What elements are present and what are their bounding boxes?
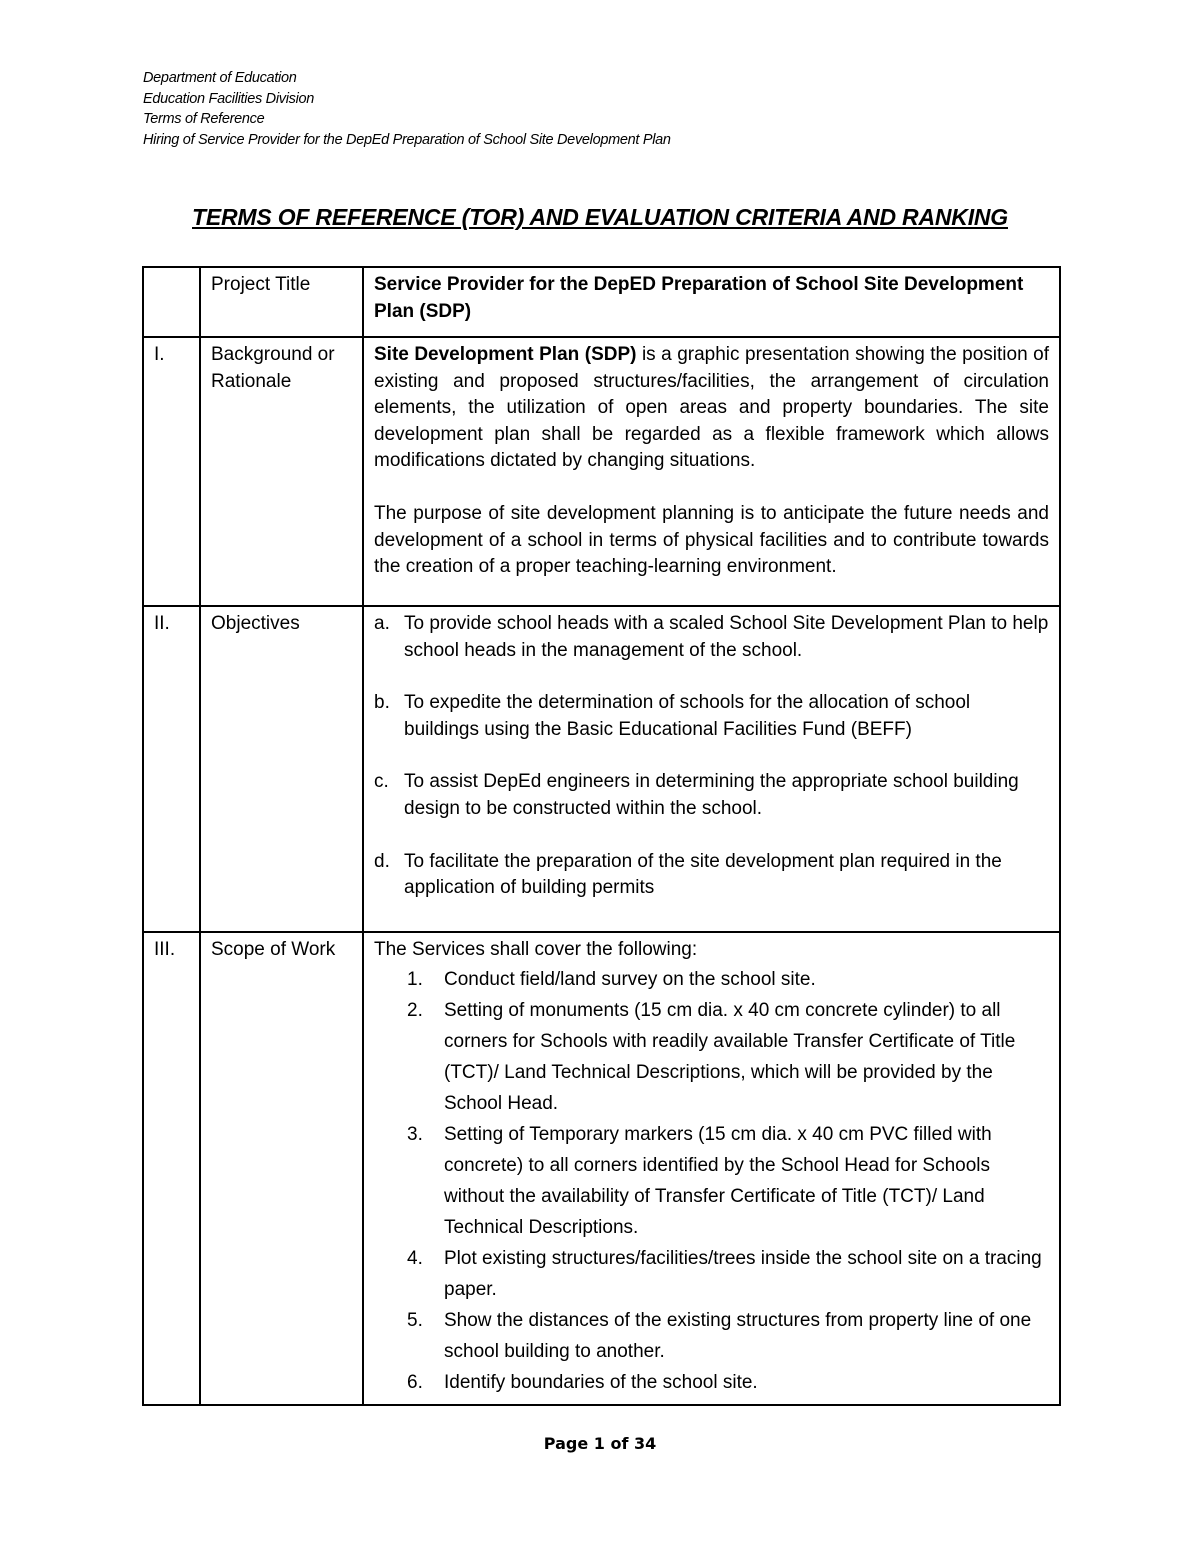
sdp-definition: is a graphic presentation showing the position of existing and proposed structures/facilities, the arrangement of circulation elements, the utilization of open areas and property boundaries. The site development plan shall be regarded as a flexible framework which allows modifications dictated by changing situations. [374, 344, 1049, 472]
page-total: 34 [633, 1434, 657, 1453]
header-doc-type: Terms of Reference [143, 111, 265, 127]
table-row-background [143, 337, 1060, 606]
row-label: Objectives [200, 606, 363, 932]
document-title: TERMS OF REFERENCE (TOR) AND EVALUATION CRITERIA AND RANKING [192, 204, 1008, 230]
list-item [374, 769, 1049, 822]
list-item-text: Show the distances of the existing structures from property line of one school building to another. [444, 1309, 1032, 1362]
list-item [374, 1119, 1049, 1243]
background-paragraph-1 [374, 342, 1049, 475]
page-number [0, 1434, 1200, 1453]
table-row-project-title [143, 267, 1060, 337]
list-marker: c. [374, 771, 389, 793]
list-item-text: Identify boundaries of the school site. [444, 1371, 758, 1393]
objectives-content [363, 606, 1060, 932]
sdp-term: Site Development Plan (SDP) [374, 344, 637, 365]
objectives-list [374, 611, 1049, 902]
scope-content [363, 932, 1060, 1405]
row-label: Background or Rationale [200, 337, 363, 606]
row-number [143, 267, 200, 337]
list-marker: 4. [407, 1247, 423, 1269]
list-marker: 2. [407, 999, 423, 1021]
page-prefix: Page [543, 1434, 594, 1453]
list-item-text: Plot existing structures/facilities/trees inside the school site on a tracing paper. [444, 1247, 1042, 1300]
list-item-text: To expedite the determination of schools for the allocation of school buildings using the Basic Educational Facilities Fund (BEFF) [404, 692, 971, 740]
list-item [374, 611, 1049, 664]
background-paragraph-2: The purpose of site development planning is to anticipate the future needs and development of a school in terms of physical facilities and to contribute towards the creation of a proper teaching-learning environment. [374, 502, 1049, 578]
list-marker: b. [374, 692, 390, 714]
list-item-text: Setting of Temporary markers (15 cm dia. x 40 cm PVC filled with concrete) to all corners identified by the School Head for Schools without the availability of Transfer Certificate of Title (TCT)/ Land Technical Descriptions. [444, 1123, 992, 1238]
list-item-text: To facilitate the preparation of the site development plan required in the application of building permits [404, 850, 1002, 899]
row-label: Scope of Work [200, 932, 363, 1405]
list-item [374, 1305, 1049, 1367]
list-item [374, 1243, 1049, 1305]
list-item [374, 995, 1049, 1119]
tor-table [142, 266, 1061, 1406]
list-marker: 1. [407, 968, 423, 990]
row-number: II. [143, 606, 200, 932]
row-label: Project Title [200, 267, 363, 337]
project-title-value: Service Provider for the DepED Preparation of School Site Development Plan (SDP) [363, 267, 1060, 337]
list-item [374, 1367, 1049, 1398]
background-content [363, 337, 1060, 606]
table-row-scope [143, 932, 1060, 1405]
row-number: III. [143, 932, 200, 1405]
row-number: I. [143, 337, 200, 606]
page-of: of [604, 1434, 634, 1453]
scope-intro: The Services shall cover the following: [374, 939, 698, 960]
list-item-text: Setting of monuments (15 cm dia. x 40 cm concrete cylinder) to all corners for Schools with readily available Transfer Certificate of Title (TCT)/ Land Technical Descriptions, which will be provided by the School Head. [444, 999, 1016, 1114]
list-marker: d. [374, 850, 390, 872]
table-row-objectives [143, 606, 1060, 932]
scope-list [374, 964, 1049, 1398]
page-header [143, 68, 671, 150]
header-department: Department of Education [143, 70, 297, 86]
list-marker: a. [374, 613, 390, 634]
header-project: Hiring of Service Provider for the DepEd Preparation of School Site Development Plan [143, 131, 671, 148]
list-item-text: To assist DepEd engineers in determining the appropriate school building design to be constructed within the school. [404, 771, 1019, 819]
list-marker: 6. [407, 1371, 423, 1393]
page-current: 1 [593, 1434, 605, 1453]
list-marker: 3. [407, 1123, 423, 1145]
list-marker: 5. [407, 1309, 423, 1331]
header-division: Education Facilities Division [143, 90, 315, 107]
list-item [374, 964, 1049, 995]
list-item [374, 849, 1049, 902]
list-item-text: To provide school heads with a scaled School Site Development Plan to help school heads in the management of the school. [404, 613, 1049, 661]
list-item-text: Conduct field/land survey on the school site. [444, 968, 816, 990]
list-item [374, 690, 1049, 743]
